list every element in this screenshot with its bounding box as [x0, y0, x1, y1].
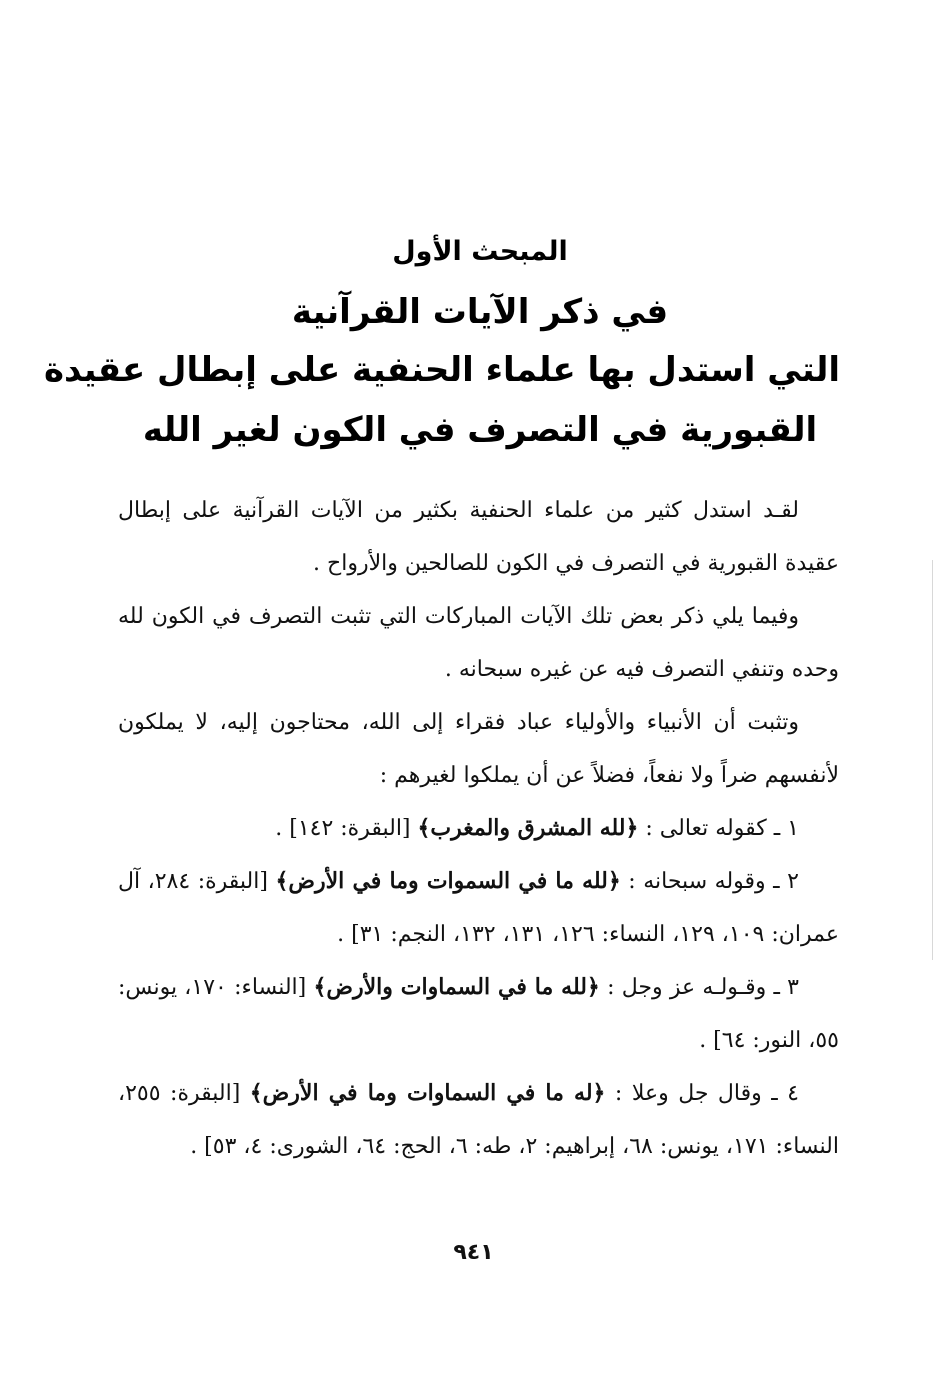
item-intro: ٢ ـ وقوله سبحانه : — [620, 869, 799, 894]
item-intro: ٣ ـ وقـولـه عز وجل : — [599, 975, 799, 1000]
section-title-line-1: في ذكر الآيات القرآنية — [291, 292, 669, 332]
item-intro: ٤ ـ وقال جل وعلا : — [605, 1081, 799, 1106]
verse-reference: [النساء: ١٧٠، يونس: ٥٥، النور: ٦٤] . — [118, 975, 839, 1053]
quran-verse: ﴿له ما في السماوات وما في الأرض﴾ — [249, 1080, 606, 1106]
paragraph-prophets: وتثبت أن الأنبياء والأولياء عباد فقراء إلى الله، محتاجون إليه، لا يملكون لأنفسهم ضراً ولا نفعاً، فضلاً عن أن يملكوا لغيرهم : — [118, 710, 839, 788]
page-number: ٩٤١ — [453, 1240, 494, 1265]
list-item — [118, 1067, 839, 1173]
section-label: المبحث الأول — [392, 236, 568, 267]
verse-reference: [البقرة: ١٤٢] . — [275, 816, 418, 841]
list-item — [118, 961, 839, 1067]
verse-reference: [البقرة: ٢٨٤، آل عمران: ١٠٩، ١٢٩، النساء: ١٢٦، ١٣١، ١٣٢، النجم: ٣١] . — [118, 869, 839, 947]
quran-verse: ﴿لله المشرق والمغرب﴾ — [417, 815, 639, 841]
scan-margin-line — [932, 560, 933, 960]
body-text — [118, 484, 839, 1173]
quran-verse: ﴿لله ما في السموات وما في الأرض﴾ — [275, 868, 621, 894]
list-item — [118, 802, 839, 855]
paragraph-following: وفيما يلي ذكر بعض تلك الآيات المباركات التي تثبت التصرف في الكون لله وحده وتنفي التصرف فيه عن غيره سبحانه . — [118, 604, 839, 682]
item-intro: ١ ـ كقوله تعالى : — [638, 816, 799, 841]
paragraph-intro: لقـد استدل كثير من علماء الحنفية بكثير من الآيات القرآنية على إبطال عقيدة القبورية في التصرف في الكون للصالحين والأرواح . — [118, 498, 839, 576]
section-title-line-3: القبورية في التصرف في الكون لغير الله — [142, 410, 818, 450]
quran-verse: ﴿لله ما في السماوات والأرض﴾ — [313, 974, 600, 1000]
section-title-line-2: التي استدل بها علماء الحنفية على إبطال عقيدة — [43, 350, 840, 390]
list-item — [118, 855, 839, 961]
verse-reference: [البقرة: ٢٥٥، النساء: ١٧١، يونس: ٦٨، إبراهيم: ٢، طه: ٦، الحج: ٦٤، الشورى: ٤، ٥٣] . — [118, 1081, 839, 1159]
